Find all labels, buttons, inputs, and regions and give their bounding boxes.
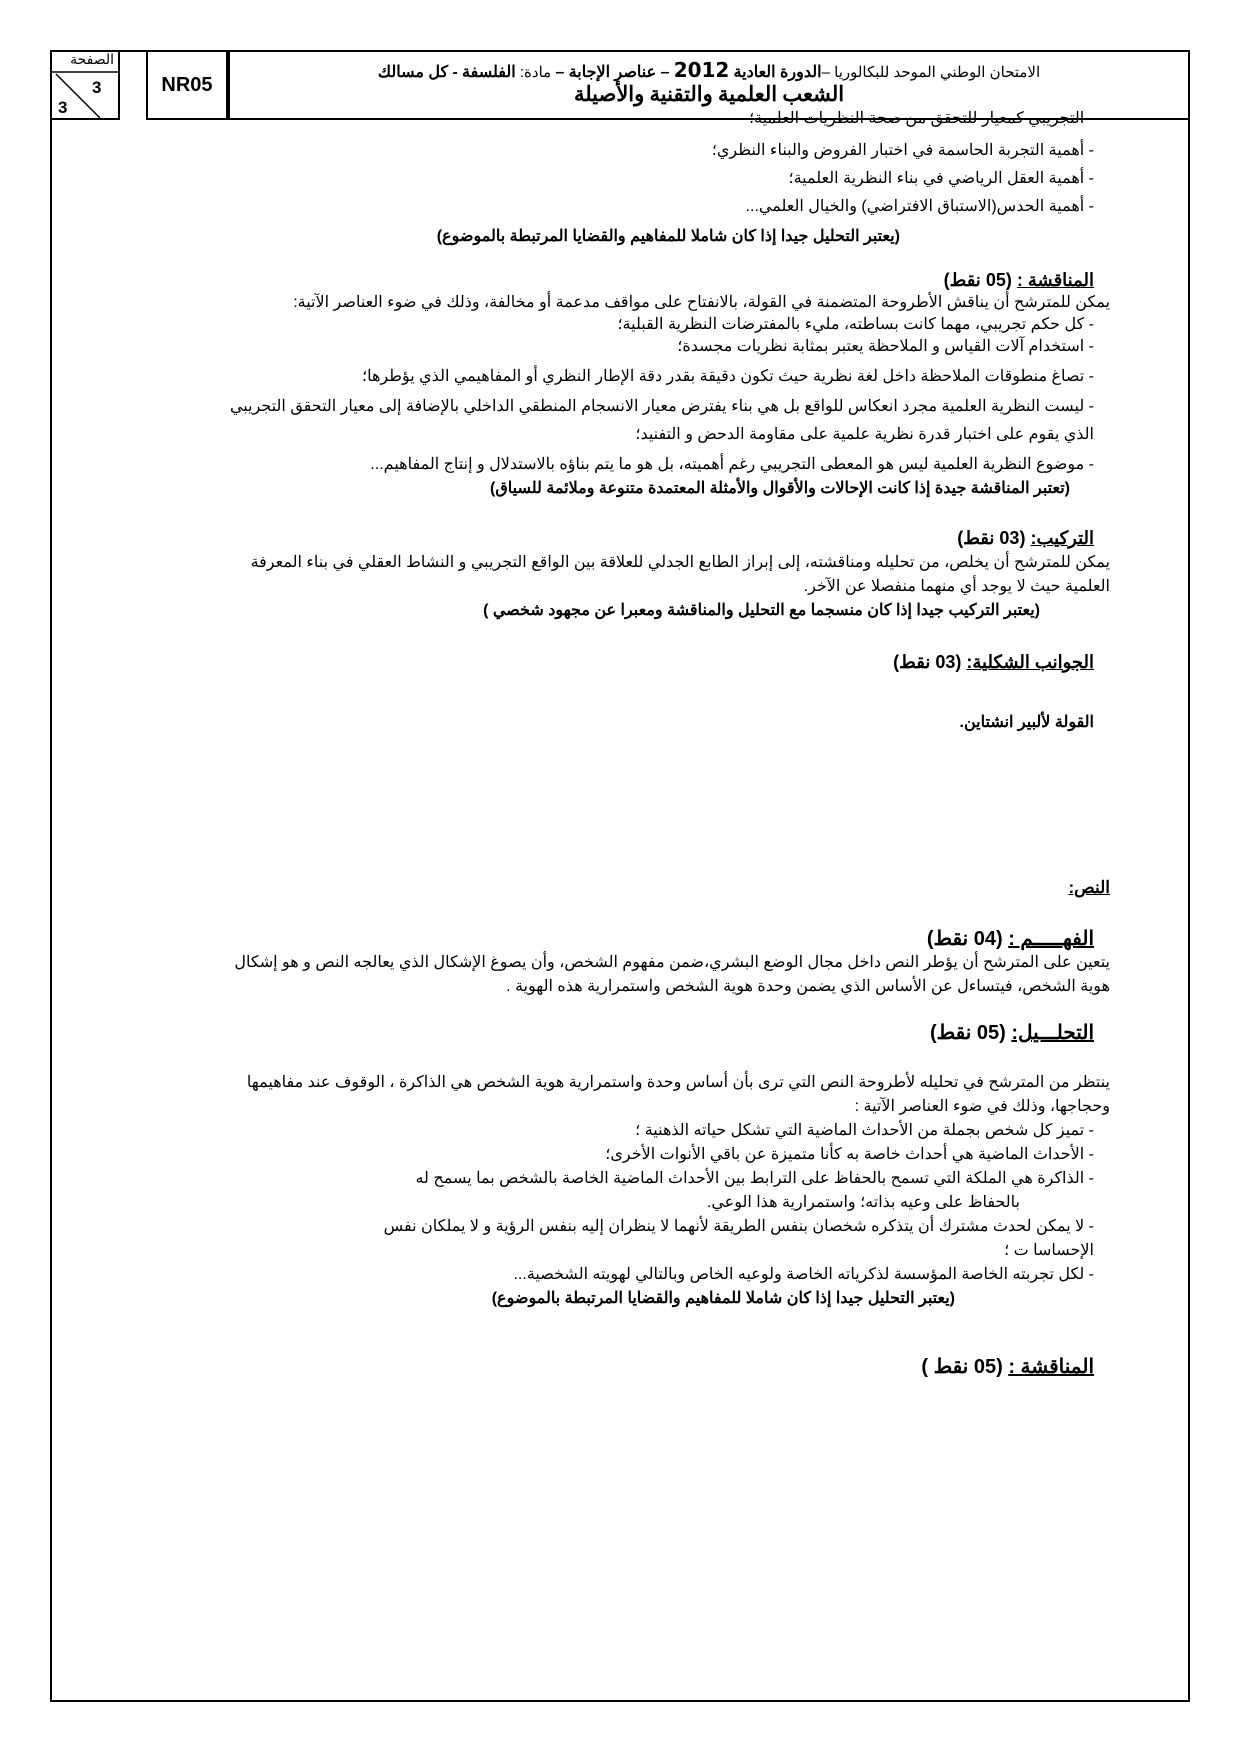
text-title: النص: [1068, 878, 1110, 897]
synthesis-title: التركيب: [1030, 528, 1094, 548]
discussion-title: المناقشة : [1016, 270, 1094, 290]
list-item: - أهمية التجربة الحاسمة في اختبار الفروض والبناء النظري؛ [711, 142, 1094, 159]
analysis-points: (05 نقط) [929, 1022, 1006, 1044]
exam-prefix: الامتحان الوطني الموحد للبكالوريا – [821, 64, 1041, 81]
answer-elements: – عناصر الإجابة – [555, 64, 670, 81]
list-item: - لكل تجربته الخاصة المؤسسة لذكرياته الخاصة ولوعيه الخاص وبالتالي لهويته الشخصية... [513, 1266, 1094, 1283]
exam-session: الدورة العادية [733, 64, 822, 81]
formal-title: الجوانب الشكلية: [966, 652, 1094, 672]
subject-label: مادة: [519, 64, 552, 81]
formal-points: (03 نقط) [893, 652, 962, 672]
analysis-text-2: وحجاجها، وذلك في ضوء العناصر الآتية : [854, 1098, 1110, 1115]
list-item: - أهمية الحدس(الاستباق الافتراضي) والخيال العلمي... [745, 198, 1094, 215]
discussion-points: (05 نقط) [943, 270, 1012, 290]
subject-name: الفلسفة [462, 64, 516, 81]
list-item: بالحفاظ على وعيه بذاته؛ واستمرارية هذا الوعي. [706, 1194, 1020, 1211]
comprehension-text-1: يتعين على المترشح أن يؤطر النص داخل مجال الوضع البشري،ضمن مفهوم الشخص، وأن يصوغ الإشكال الذي يعالجه النص و هو إشكال [234, 954, 1110, 971]
discussion-points: (05 نقط ) [921, 1356, 1003, 1378]
discussion-intro: يمكن للمترشح أن يناقش الأطروحة المتضمنة في القولة، بالانفتاح على مواقف مدعمة أو مخالفة، وذلك في ضوء العناصر الآتية: [293, 294, 1110, 311]
synthesis-points: (03 نقط) [957, 528, 1026, 548]
analysis-note: (يعتبر التحليل جيدا إذا كان شاملا للمفاهيم والقضايا المرتبطة بالموضوع) [436, 228, 900, 245]
synthesis-heading [957, 528, 1094, 549]
document-body [50, 110, 1190, 1700]
analysis-text-1: ينتظر من المترشح في تحليله لأطروحة النص التي ترى بأن أساس وحدة واستمرارية هوية الشخص هي الذاكرة ، الوقوف عند مفاهيمها [246, 1074, 1110, 1091]
quote-author: القولة لألبير انشتاين. [959, 714, 1094, 731]
exam-header-line [230, 58, 1188, 82]
page-number-box [50, 50, 120, 120]
list-item: - أهمية العقل الرياضي في بناء النظرية العلمية؛ [788, 170, 1094, 187]
list-item: - استخدام آلات القياس و الملاحظة يعتبر بمثابة نظريات مجسدة؛ [677, 338, 1094, 355]
synthesis-text-2: العلمية حيث لا يوجد أي منهما منفصلا عن الآخر. [803, 578, 1110, 595]
list-item: - موضوع النظرية العلمية ليس هو المعطى التجريبي رغم أهميته، بل هو ما يتم بناؤه بالاستدلال و إنتاج المفاهيم... [370, 456, 1094, 473]
tracks-prefix: - كل مسالك [377, 64, 458, 81]
discussion-heading [921, 1354, 1094, 1379]
discussion-title: المناقشة : [1008, 1356, 1094, 1378]
list-item: الذي يقوم على اختبار قدرة نظرية علمية على مقاومة الدحض و التفنيد؛ [635, 426, 1094, 443]
exam-year: 2012 [673, 58, 730, 82]
list-item: - كل حكم تجريبي، مهما كانت بساطته، مليء بالمفترضات النظرية القبلية؛ [617, 316, 1094, 333]
discussion-heading [944, 270, 1094, 291]
analysis-title: التحلـــيل: [1011, 1022, 1094, 1044]
comprehension-title: الفهـــــم : [1008, 928, 1094, 950]
list-item: - الذاكرة هي الملكة التي تسمح بالحفاظ على الترابط بين الأحداث الماضية الخاصة بالشخص بما يسمح له [415, 1170, 1094, 1187]
cut-line: - التجريبي كمعيار للتحقق من صحة النظريات العلمية؛ [749, 110, 1094, 127]
synthesis-note: (يعتبر التركيب جيدا إذا كان منسجما مع التحليل والمناقشة ومعبرا عن مجهود شخصي ) [483, 602, 1040, 619]
page-total: 3 [58, 98, 68, 117]
text-heading [1068, 878, 1110, 898]
comprehension-text-2: هوية الشخص، فيتساءل عن الأساس الذي يضمن وحدة هوية الشخص واستمرارية هذه الهوية . [506, 978, 1110, 995]
list-item: - تميز كل شخص بجملة من الأحداث الماضية التي تشكل حياته الذهنية ؛ [635, 1122, 1094, 1139]
list-item: الإحساسا ت ؛ [1004, 1242, 1094, 1259]
analysis-heading [930, 1020, 1094, 1045]
list-item: - لا يمكن لحدث مشترك أن يتذكره شخصان بنفس الطريقة لأنهما لا ينظران إليه بنفس الرؤية و لا يملكان نفس [383, 1218, 1094, 1235]
list-item: - الأحداث الماضية هي أحداث خاصة به كأنا متميزة عن باقي الأنوات الأخرى؛ [605, 1146, 1094, 1163]
comprehension-points: (04 نقط) [926, 928, 1003, 950]
page-label: الصفحة [70, 53, 114, 68]
formal-heading [893, 652, 1094, 673]
list-item: - تصاغ منطوقات الملاحظة داخل لغة نظرية حيث تكون دقيقة بقدر دقة الإطار النظري أو المفاهيمي الذي يؤطرها؛ [362, 368, 1094, 385]
exam-code: NR05 [146, 50, 228, 120]
tracks-title: الشعب العلمية والتقنية والأصيلة [573, 82, 845, 106]
page-current: 3 [92, 78, 102, 97]
list-item: - ليست النظرية العلمية مجرد انعكاس للواقع بل هي بناء يفترض معيار الانسجام المنطقي الداخلي بالإضافة إلى معيار التحقق التجريبي [229, 398, 1094, 415]
comprehension-heading [927, 926, 1094, 951]
discussion-note: (تعتبر المناقشة جيدة إذا كانت الإحالات والأقوال والأمثلة المعتمدة متنوعة وملائمة للسياق) [490, 480, 1070, 497]
analysis-note: (يعتبر التحليل جيدا إذا كان شاملا للمفاهيم والقضايا المرتبطة بالموضوع) [491, 1290, 955, 1307]
synthesis-text-1: يمكن للمترشح أن يخلص، من تحليله ومناقشته، إلى إبراز الطابع الجدلي للعلاقة بين الواقع التجريبي و النشاط العقلي في بناء المعرفة [250, 554, 1110, 571]
